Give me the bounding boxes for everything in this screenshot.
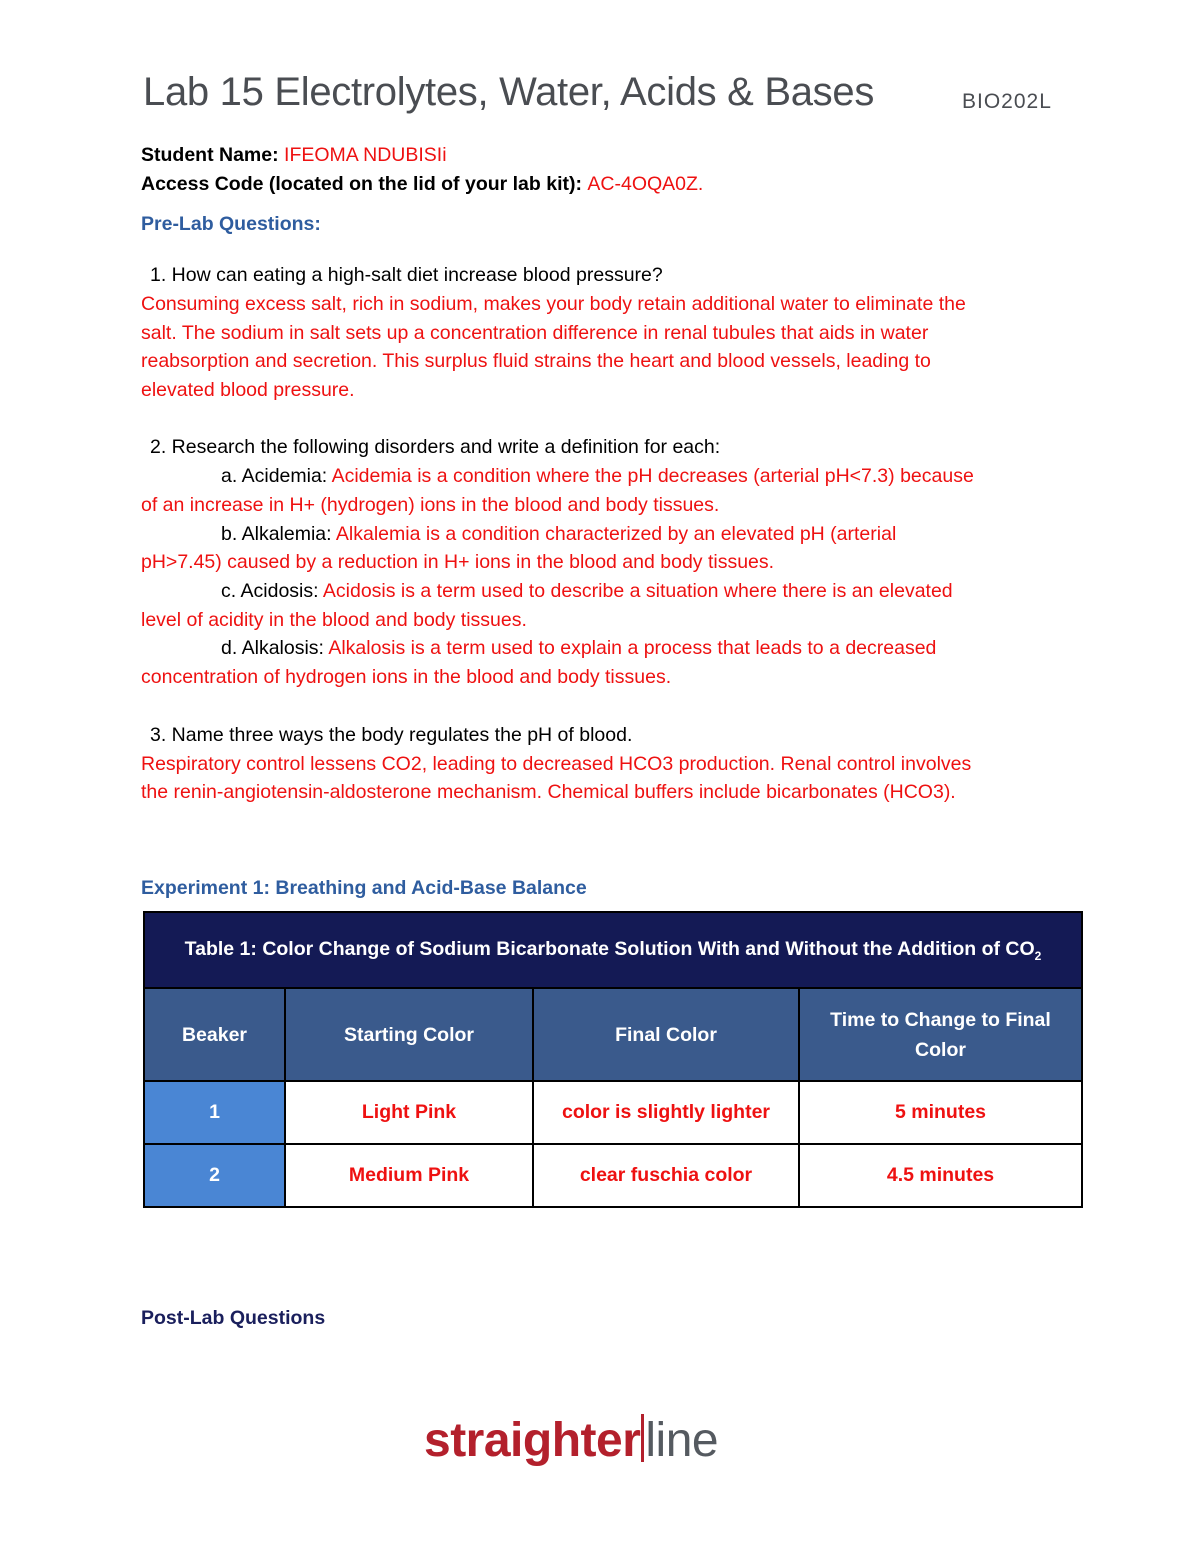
beaker-number: 1 — [144, 1081, 285, 1144]
logo-strong-text: straighter — [424, 1414, 641, 1467]
column-header-final-color: Final Color — [533, 988, 799, 1081]
definition-text: Acidosis is a term used to describe a situation where there is an elevated — [322, 580, 953, 602]
postlab-heading: Post-Lab Questions — [141, 1307, 326, 1329]
column-header-time: Time to Change to Final Color — [799, 988, 1082, 1081]
definition-label: b. Alkalemia: — [221, 523, 332, 545]
access-code-line — [141, 170, 703, 199]
document-title: Lab 15 Electrolytes, Water, Acids & Bases — [143, 70, 875, 114]
answer-3-line-1: Respiratory control lessens CO2, leading to decreased HCO3 production. Renal control involves — [141, 753, 972, 775]
definition-label: d. Alkalosis: — [221, 637, 324, 659]
straighterline-logo — [424, 1413, 718, 1468]
logo-light-text: line — [645, 1414, 719, 1467]
definition-text: Alkalemia is a condition characterized by an elevated pH (arterial — [335, 523, 897, 545]
table-caption-row — [144, 912, 1082, 988]
column-header-beaker: Beaker — [144, 988, 285, 1081]
access-code-value: AC-4OQA0Z. — [587, 173, 704, 195]
definition-alkalemia-cont: pH>7.45) caused by a reduction in H+ ions in the blood and body tissues. — [141, 551, 775, 573]
question-2: 2. Research the following disorders and write a definition for each: — [150, 436, 721, 458]
definition-acidosis-cont: level of acidity in the blood and body tissues. — [141, 609, 527, 631]
definition-label: c. Acidosis: — [221, 580, 319, 602]
definition-text: Alkalosis is a term used to explain a process that leads to a decreased — [328, 637, 937, 659]
definition-acidemia — [141, 462, 974, 491]
prelab-heading: Pre-Lab Questions: — [141, 213, 321, 235]
definition-alkalosis-cont: concentration of hydrogen ions in the blood and body tissues. — [141, 666, 672, 688]
experiment-heading: Experiment 1: Breathing and Acid-Base Balance — [141, 877, 587, 899]
definition-label: a. Acidemia: — [221, 465, 328, 487]
time-cell: 5 minutes — [799, 1081, 1082, 1144]
final-color-cell: color is slightly lighter — [533, 1081, 799, 1144]
course-code: BIO202L — [962, 90, 1052, 113]
table-row — [144, 1081, 1082, 1144]
student-name-label: Student Name: — [141, 144, 279, 166]
results-table — [143, 911, 1083, 1208]
student-name-line — [141, 141, 447, 170]
answer-1-line-2: salt. The sodium in salt sets up a concentration difference in renal tubules that aids in water — [141, 322, 929, 344]
definition-text: Acidemia is a condition where the pH decreases (arterial pH<7.3) because — [331, 465, 974, 487]
answer-3-line-2: the renin-angiotensin-aldosterone mechanism. Chemical buffers include bicarbonates (HCO3). — [141, 781, 956, 803]
logo-divider — [641, 1414, 644, 1462]
definition-acidemia-cont: of an increase in H+ (hydrogen) ions in the blood and body tissues. — [141, 494, 720, 516]
starting-color-cell: Light Pink — [285, 1081, 533, 1144]
starting-color-cell: Medium Pink — [285, 1144, 533, 1207]
table-header-row — [144, 988, 1082, 1081]
column-header-starting-color: Starting Color — [285, 988, 533, 1081]
answer-1-line-4: elevated blood pressure. — [141, 379, 355, 401]
student-name-value: IFEOMA NDUBISIi — [284, 144, 447, 166]
table-row — [144, 1144, 1082, 1207]
definition-alkalosis — [141, 634, 936, 663]
answer-1-line-3: reabsorption and secretion. This surplus fluid strains the heart and blood vessels, leading to — [141, 350, 931, 372]
beaker-number: 2 — [144, 1144, 285, 1207]
definition-acidosis — [141, 577, 953, 606]
question-1: 1. How can eating a high-salt diet increase blood pressure? — [150, 264, 663, 286]
time-cell: 4.5 minutes — [799, 1144, 1082, 1207]
access-code-label: Access Code (located on the lid of your lab kit): — [141, 173, 582, 195]
definition-alkalemia — [141, 520, 896, 549]
caption-subscript: 2 — [1034, 948, 1042, 963]
table-caption: Table 1: Color Change of Sodium Bicarbonate Solution With and Without the Addition of $CO_2$ — [144, 912, 1082, 988]
answer-1-line-1: Consuming excess salt, rich in sodium, makes your body retain additional water to eliminate the — [141, 293, 966, 315]
final-color-cell: clear fuschia color — [533, 1144, 799, 1207]
question-3: 3. Name three ways the body regulates the pH of blood. — [150, 724, 633, 746]
